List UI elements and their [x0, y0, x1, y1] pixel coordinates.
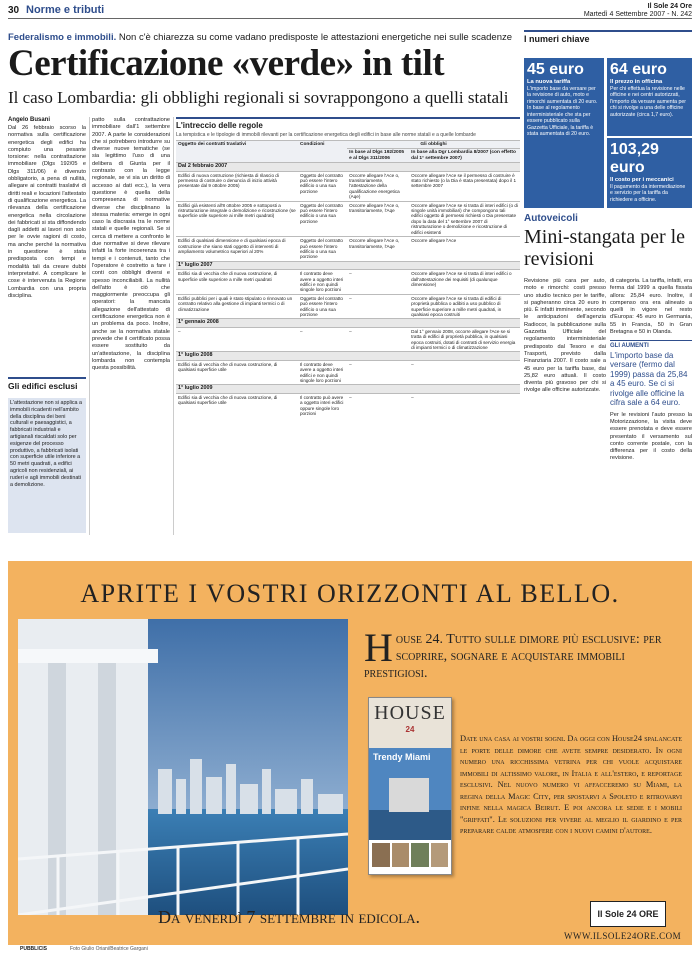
- table-cell: Edifici sia di vecchia che di nuova costruzione, di qualsiasi superficie utile: [176, 393, 298, 417]
- magazine-thumb: [372, 843, 390, 867]
- table-cell: Edifici pubblici per i quali è stato stipulato o rinnovato un contratto relativo alla gestione di impianti termici o di climatizzazione: [176, 294, 298, 319]
- agency-credit: PUBBLICIS: [20, 946, 47, 952]
- table-section-label: 1° gennaio 2008: [176, 319, 520, 327]
- auto-col2-text: di categoria. La tariffa, infatti, era ferma dal 1999 a quella fissata allora: 25,84 euro. Inoltre, il compenso ora era alineato a quelli in vigore nel resto d'Europa: 45 euro in Germania, 55 in Francia, 50 in Gran Bretagna e 50 in Olanda.: [610, 278, 692, 336]
- auto-column-1: [524, 278, 606, 536]
- sidebar-box-title: Gli edifici esclusi: [8, 377, 86, 391]
- article-title: Certificazione «verde» in tilt: [8, 43, 445, 84]
- magazine-title: HOUSE: [374, 702, 446, 724]
- page-header: [8, 4, 692, 19]
- auto-column-2: [610, 278, 692, 536]
- table-section-label: 1° luglio 2009: [176, 385, 520, 393]
- table-cell: Occorre allegare l'Ace se si tratta di edifici di proprietà pubblica o adibiti a uso pubblico di superficie superiore a mille metri quadrati, in qualsiasi epoca costruiti: [409, 294, 520, 319]
- ad-headline: APRITE I VOSTRI ORIZZONTI AL BELLO.: [80, 579, 620, 608]
- kicker-bold: Federalismo e immobili.: [8, 32, 117, 43]
- table-cell: Edifici sia di vecchia che di nuova costruzione, di superficie utile superiore a mille metri quadrati: [176, 270, 298, 295]
- auto-col1-text: Revisione più cara per auto, moto e rimorchi: costi presso uno studio tecnico per le tariffe, si pagheranno circa 20 euro in più. È infatti imminente, secondo le anticipazioni dell'agenzia Radiocor, la pubblicazione sulla Gazzetta Ufficiale del regolamento interministeriale predisposto dal Tesoro e dai Trasporti, previsto dalla Finanziaria 2007. Il costo sale a 45 euro per la tariffa base, dai 25,82 euro attuali. Il costo diventa più gravoso per chi si rivolge alle officine autorizzate.: [524, 278, 606, 394]
- table-cell: –: [347, 393, 409, 417]
- rules-table: [176, 117, 520, 537]
- table-header-group: Gli obblighi: [347, 141, 520, 149]
- magazine-sea: [369, 810, 451, 840]
- right-column: [524, 30, 692, 44]
- table-row: [176, 327, 520, 352]
- ad-url: WWW.ILSOLE24ORE.COM: [564, 931, 682, 941]
- key-number-text: L'importo base da versare per la revisione di auto, moto e rimorchi aumentata di 20 euro. In base al regolamento interministeriale che sta per essere pubblicato sulla Gazzetta Ufficiale, la tariffa è stata aumentata di 20 euro.: [527, 85, 598, 137]
- table-row: [176, 393, 520, 417]
- key-number-card: [524, 58, 604, 208]
- sidebar-box: [8, 398, 86, 533]
- ad-subheadline-text: ouse 24. Tutto sulle dimore più esclusive: per scoprire, sognare e acquistare immobili prestigiosi.: [364, 632, 662, 681]
- ad-footer: Da venerdì 7 settembre in edicola.: [158, 907, 421, 927]
- table-cell: –: [176, 327, 298, 352]
- table-section-label: 1° luglio 2008: [176, 352, 520, 360]
- key-number-card: [607, 58, 692, 136]
- masthead-name: Il Sole 24 Ore: [647, 3, 692, 10]
- magazine-thumb: [431, 843, 449, 867]
- key-number-text: Il pagamento da intermediazione e servizio per la tariffa da richiedere a officine.: [610, 183, 686, 203]
- article-col2-text: patto sulla contrattazione immobiliare dall'1 settembre 2007. A parte le considerazioni che si potrebbero introdurre su diverse nuove tematiche (se sia legittimo l'uso di una delibera di Giunta per il contrasto con la legge regionale, se vi sia un diritto di accesso ai dati ecc.), la vera questione è quella della compresenza di normative diverse che disciplinano la stessa materia: emerge in ogni caso la discrasia tra le norme statali e quelle regionali. Se si cerca di mettere a confronto le due normative si deve rilevare infatti la forte incoerenza tra i tempi e i contenuti, tanto che l'operatore è costretto a fare i conti con obblighi diversi e spesso inconciliabili. La nullità dell'atto è ciò che maggiormente preoccupa gli operatori: la mancata allegazione dell'attestato di certificazione energetica non è un problema da poco. Inoltre, anche se la normativa statale prevede che il certificato possa essere sostituito da un'attestazione, la disciplina lombarda non contempla questa possibilità.: [92, 117, 170, 372]
- table-cell: Il contratto deve avere a oggetto interi edifici e non quindi singole loro porzioni: [298, 360, 347, 385]
- table-cell: Edifici di nuova costruzione (richiesta di rilascio di permesso di costruire o denuncia di inizio attività presentate dal 9 ottobre 2005): [176, 171, 298, 201]
- magazine-thumb: [392, 843, 410, 867]
- key-number-label: La nuova tariffa: [527, 79, 571, 85]
- magazine-building: [389, 778, 429, 812]
- key-number-card: [607, 138, 692, 208]
- key-number-value: 45 euro: [527, 61, 584, 78]
- table-cell: Il contratto può avere a oggetto interi edifici oppure singole loro porzioni: [298, 393, 347, 417]
- advertisement: [8, 561, 692, 945]
- ad-body: Date una casa ai vostri sogni. Da oggi con House24 spalancate le porte delle dimore che avete sempre desiderato. In ogni numero una ricchissima vetrina per chi vuole acquistare immobili di altissimo valore, in Italia e all'estero, e reportage esclusivi. Nel nuovo numero vi affacceremo su Miami, la regina della Magic City, per spostarvi a Spoleto e ritrovarvi infine nella magica Beirut. E poi ancora le sedie e i mobili "griffati". Le soluzioni per vivere al meglio il giardino e per preparare calde atmosfere con i nuovi camini d'autore.: [460, 734, 682, 835]
- article-col1-text: Dal 26 febbraio scorso la normativa sulla certificazione energetica degli edifici ha compiuto una pesante torsione: nella contrattazione immobiliare (Dlgs 192/05 e Dlgs 311/06) è divenuto obbligatorio, a pena di nullità, allegare ai contratti traslativi di diritti reali e locazioni l'attestato di qualificazione energetica. La rilevanza della certificazione energetica nella circolazione dei fabbricati si sta diffondendo dagli addetti ai lavori non solo per le ovvie ragioni di costo, ma anche perché la normativa in questione è stata predisposta con tempi e modalità tali da creare dubbi interpretativi. A complicare le cose è intervenuta la Regione Lombardia con una propria disciplina.: [8, 125, 86, 299]
- table-cell: Occorre allegare l'Ace: [409, 237, 520, 262]
- table-cell: –: [298, 327, 347, 352]
- table-cell: –: [347, 360, 409, 385]
- table-header: In base al Dlgs 192/2005 e al Dlgs 311/2006: [347, 149, 409, 163]
- table-section-row: [176, 352, 520, 360]
- article-column-2: [92, 117, 170, 537]
- kicker-text: Non c'è chiarezza su come vadano predisposte le attestazioni energetiche nei sulle scadenze: [118, 32, 513, 43]
- photo-credit: Foto Giulio Oriani/Beatrice Gargani: [70, 946, 148, 952]
- table-title: L'intreccio delle regole: [176, 117, 520, 130]
- table-cell: Occorre allegare l'Ace se si tratta di interi edifici (o di singole unità immobiliari) che compongono tali edifici oggetto di permessi richiesti o Dia presentate dopo la data del 1° settembre 2007 di ristrutturazione o demolizione e ricostruzione di edifici esistenti: [409, 201, 520, 236]
- table-row: [176, 360, 520, 385]
- table-cell: Edifici sia di vecchia che di nuova costruzione, di qualsiasi superficie utile: [176, 360, 298, 385]
- table-row: [176, 294, 520, 319]
- table-cell: Occorre allegare l'Ace o, transitoriamente, l'attestazione della qualificazione energetica (Aqe): [347, 171, 409, 201]
- magazine-number: 24: [405, 725, 415, 734]
- table-header: Condizioni: [298, 141, 347, 163]
- table-cell: –: [347, 327, 409, 352]
- sole24ore-logo: [590, 901, 666, 927]
- table-cell: –: [347, 270, 409, 295]
- ad-photo: [18, 619, 348, 915]
- table-cell: –: [347, 294, 409, 319]
- highlight-label: GLI AUMENTI: [610, 343, 649, 350]
- table-row: [176, 201, 520, 236]
- masthead: [584, 3, 692, 19]
- section-title: Norme e tributi: [26, 4, 105, 16]
- key-number-label: Il prezzo in officina: [610, 79, 663, 85]
- column-divider: [89, 117, 90, 535]
- table-section-label: 1° luglio 2007: [176, 261, 520, 269]
- table-cell: Oggetto del contratto può essere l'intero edificio o una sua porzione: [298, 171, 347, 201]
- column-divider: [173, 117, 174, 535]
- key-number-label: Il costo per i meccanici: [610, 177, 674, 183]
- table-row: [176, 237, 520, 262]
- table-section-row: [176, 319, 520, 327]
- highlight-text: L'importo base da versare (fermo dal 1999) passa da 25,84 a 45 euro. Se ci si rivolge alle officine la cifra sale a 64 euro.: [610, 350, 688, 408]
- table-subtitle: La tempistica e le tipologie di immobili rilevanti per la certificazione energetica degli edifici in base alle norme statali e a quelle lombarde: [176, 132, 476, 138]
- author: Angelo Busani: [8, 117, 51, 123]
- key-number-text: Per chi effettua la revisione nelle officine e nei centri autorizzati, l'importo da versare aumenta per chi si rivolge a una delle officine autorizzate (circa 1,7 euro).: [610, 85, 686, 118]
- issue-date: Martedì 4 Settembre 2007 - N. 242: [583, 11, 692, 18]
- table-cell: Occorre allegare l'Ace o, transitoriamente, l'Aqe: [347, 201, 409, 236]
- article-column-1: [8, 125, 86, 375]
- table-cell: Edifici già esistenti all'8 ottobre 2005 e sottoposti a ristrutturazione integrale o demolizione e ricostruzione (se superficie utile superiore ai mille metri quadrati): [176, 201, 298, 236]
- table-cell: Occorre allegare l'Ace se il permesso di costruire è stato richiesto (o la Dia è stata presentata) dopo il 1 settembre 2007: [409, 171, 520, 201]
- article-kicker: [8, 32, 520, 43]
- table-cell: –: [409, 393, 520, 417]
- table-cell: Occorre allegare l'Ace o, transitoriamente, l'Aqe: [347, 237, 409, 262]
- table-section-row: [176, 163, 520, 171]
- sidebar-box-text: L'attestazione non si applica a immobili ricadenti nell'ambito della disciplina dei beni culturali e paesaggistici, a fabbricati industriali e artigianali riscaldati solo per esigenze del processo produttivo, a fabbricati isolati con superficie utile inferiore a 50 metri quadrati, a edifici agricoli non residenziali, ai ruderi e agli immobili destinati a demolizione.: [10, 400, 83, 488]
- table-cell: Oggetto del contratto può essere l'intero edificio o una sua porzione: [298, 237, 347, 262]
- magazine-subtitle: Trendy Miami: [373, 752, 431, 762]
- table-cell: Oggetto del contratto può essere l'intero edificio o una sua porzione: [298, 294, 347, 319]
- table-row: [176, 171, 520, 201]
- magazine-masthead: [369, 698, 451, 748]
- ad-subheadline: [364, 625, 682, 682]
- table-header: In base alla Dgr Lombardia 8/2007 (con effetto dal 1° settembre 2007): [409, 149, 520, 163]
- table-cell: Oggetto del contratto può essere l'intero edificio o una sua porzione: [298, 201, 347, 236]
- table: [176, 140, 520, 417]
- table-section-row: [176, 385, 520, 393]
- auto-title: Mini-stangata per le revisioni: [524, 226, 686, 270]
- table-section-row: [176, 261, 520, 269]
- key-numbers-title: I numeri chiave: [524, 30, 692, 44]
- table-cell: Occorre allegare l'Ace se si tratta di interi edifici o dall'attestazione dei requisiti (di qualunque dimensione): [409, 270, 520, 295]
- key-number-value: 103,29 euro: [610, 141, 659, 176]
- table-cell: –: [409, 360, 520, 385]
- magazine-cover-image: [369, 748, 451, 840]
- logo-text: Il Sole 24 ORE: [597, 909, 659, 919]
- auto-col2-tail: Per le revisioni l'auto presso la Motorizzazione, la visita deve essere prenotata e deve essere presentato il versamento sul conto corrente postale, con la differenza per il costo della revisione.: [610, 411, 692, 462]
- article-subtitle: Il caso Lombardia: gli obblighi regionali si sovrappongono a quelli statali: [8, 88, 509, 107]
- table-row: [176, 270, 520, 295]
- magazine-thumb: [411, 843, 429, 867]
- table-cell: Il contratto deve avere a oggetto interi edifici e non quindi singole loro porzioni: [298, 270, 347, 295]
- magazine-thumbs: [369, 840, 451, 870]
- highlight-box: [610, 340, 692, 407]
- balcony-photo-illustration: [18, 619, 348, 915]
- table-section-label: Dal 2 febbraio 2007: [176, 163, 520, 171]
- key-number-value: 64 euro: [610, 61, 667, 78]
- magazine-cover: [368, 697, 452, 875]
- table-header: Oggetto dei contratti traslativi: [176, 141, 298, 163]
- ad-drop-cap: H: [364, 625, 393, 670]
- table-cell: Dal 1° gennaio 2008, occorre allegare l'Ace se si tratta di edifici di proprietà pubblica, in qualsiasi epoca costruiti, dotati di contratti di servizio energia di impianti termici o di climatizzazione: [409, 327, 520, 352]
- page-number: 30: [8, 5, 20, 16]
- auto-kicker: Autoveicoli: [524, 213, 578, 224]
- table-cell: Edifici di qualsiasi dimensione e di qualsiasi epoca di costruzione che siano stati oggetto di interventi di ampliamento volumetrico superiori al 20%: [176, 237, 298, 262]
